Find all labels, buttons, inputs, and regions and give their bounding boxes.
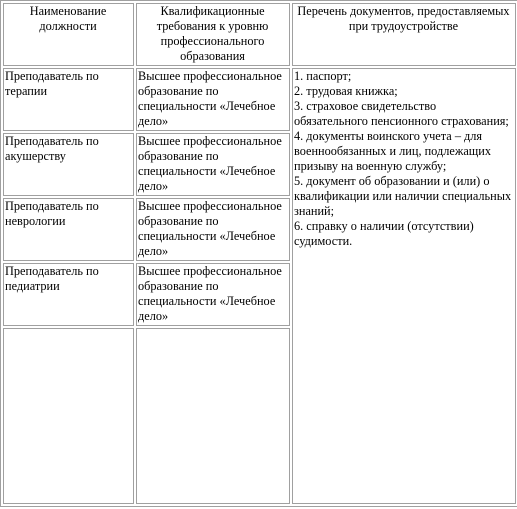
header-position: Наименование должности bbox=[3, 3, 134, 66]
empty-cell bbox=[136, 328, 290, 504]
table-header-row bbox=[3, 3, 516, 66]
empty-cell bbox=[3, 328, 134, 504]
position-cell: Преподаватель по неврологии bbox=[3, 198, 134, 261]
qualification-cell: Высшее профессиональное образование по специальности «Лечебное дело» bbox=[136, 133, 290, 196]
document-item: 6. справку о наличии (отсутствии) судимости. bbox=[294, 219, 474, 248]
header-qualification: Квалификационные требования к уровню профессионального образования bbox=[136, 3, 290, 66]
document-item: 3. страховое свидетельство обязательного пенсионного страхования; bbox=[294, 99, 509, 128]
documents-cell bbox=[292, 68, 516, 504]
qualification-cell: Высшее профессиональное образование по специальности «Лечебное дело» bbox=[136, 263, 290, 326]
position-cell: Преподаватель по акушерству bbox=[3, 133, 134, 196]
document-item: 1. паспорт; bbox=[294, 69, 352, 83]
document-item: 4. документы воинского учета – для военнообязанных и лиц, подлежащих призыву на военную службу; bbox=[294, 129, 491, 173]
position-cell: Преподаватель по педиатрии bbox=[3, 263, 134, 326]
table-row bbox=[3, 68, 516, 131]
position-cell: Преподаватель по терапии bbox=[3, 68, 134, 131]
document-item: 2. трудовая книжка; bbox=[294, 84, 398, 98]
document-item: 5. документ об образовании и (или) о квалификации или наличии специальных знаний; bbox=[294, 174, 512, 218]
qualification-cell: Высшее профессиональное образование по специальности «Лечебное дело» bbox=[136, 68, 290, 131]
header-documents: Перечень документов, предоставляемых при трудоустройстве bbox=[292, 3, 516, 66]
qualification-cell: Высшее профессиональное образование по специальности «Лечебное дело» bbox=[136, 198, 290, 261]
